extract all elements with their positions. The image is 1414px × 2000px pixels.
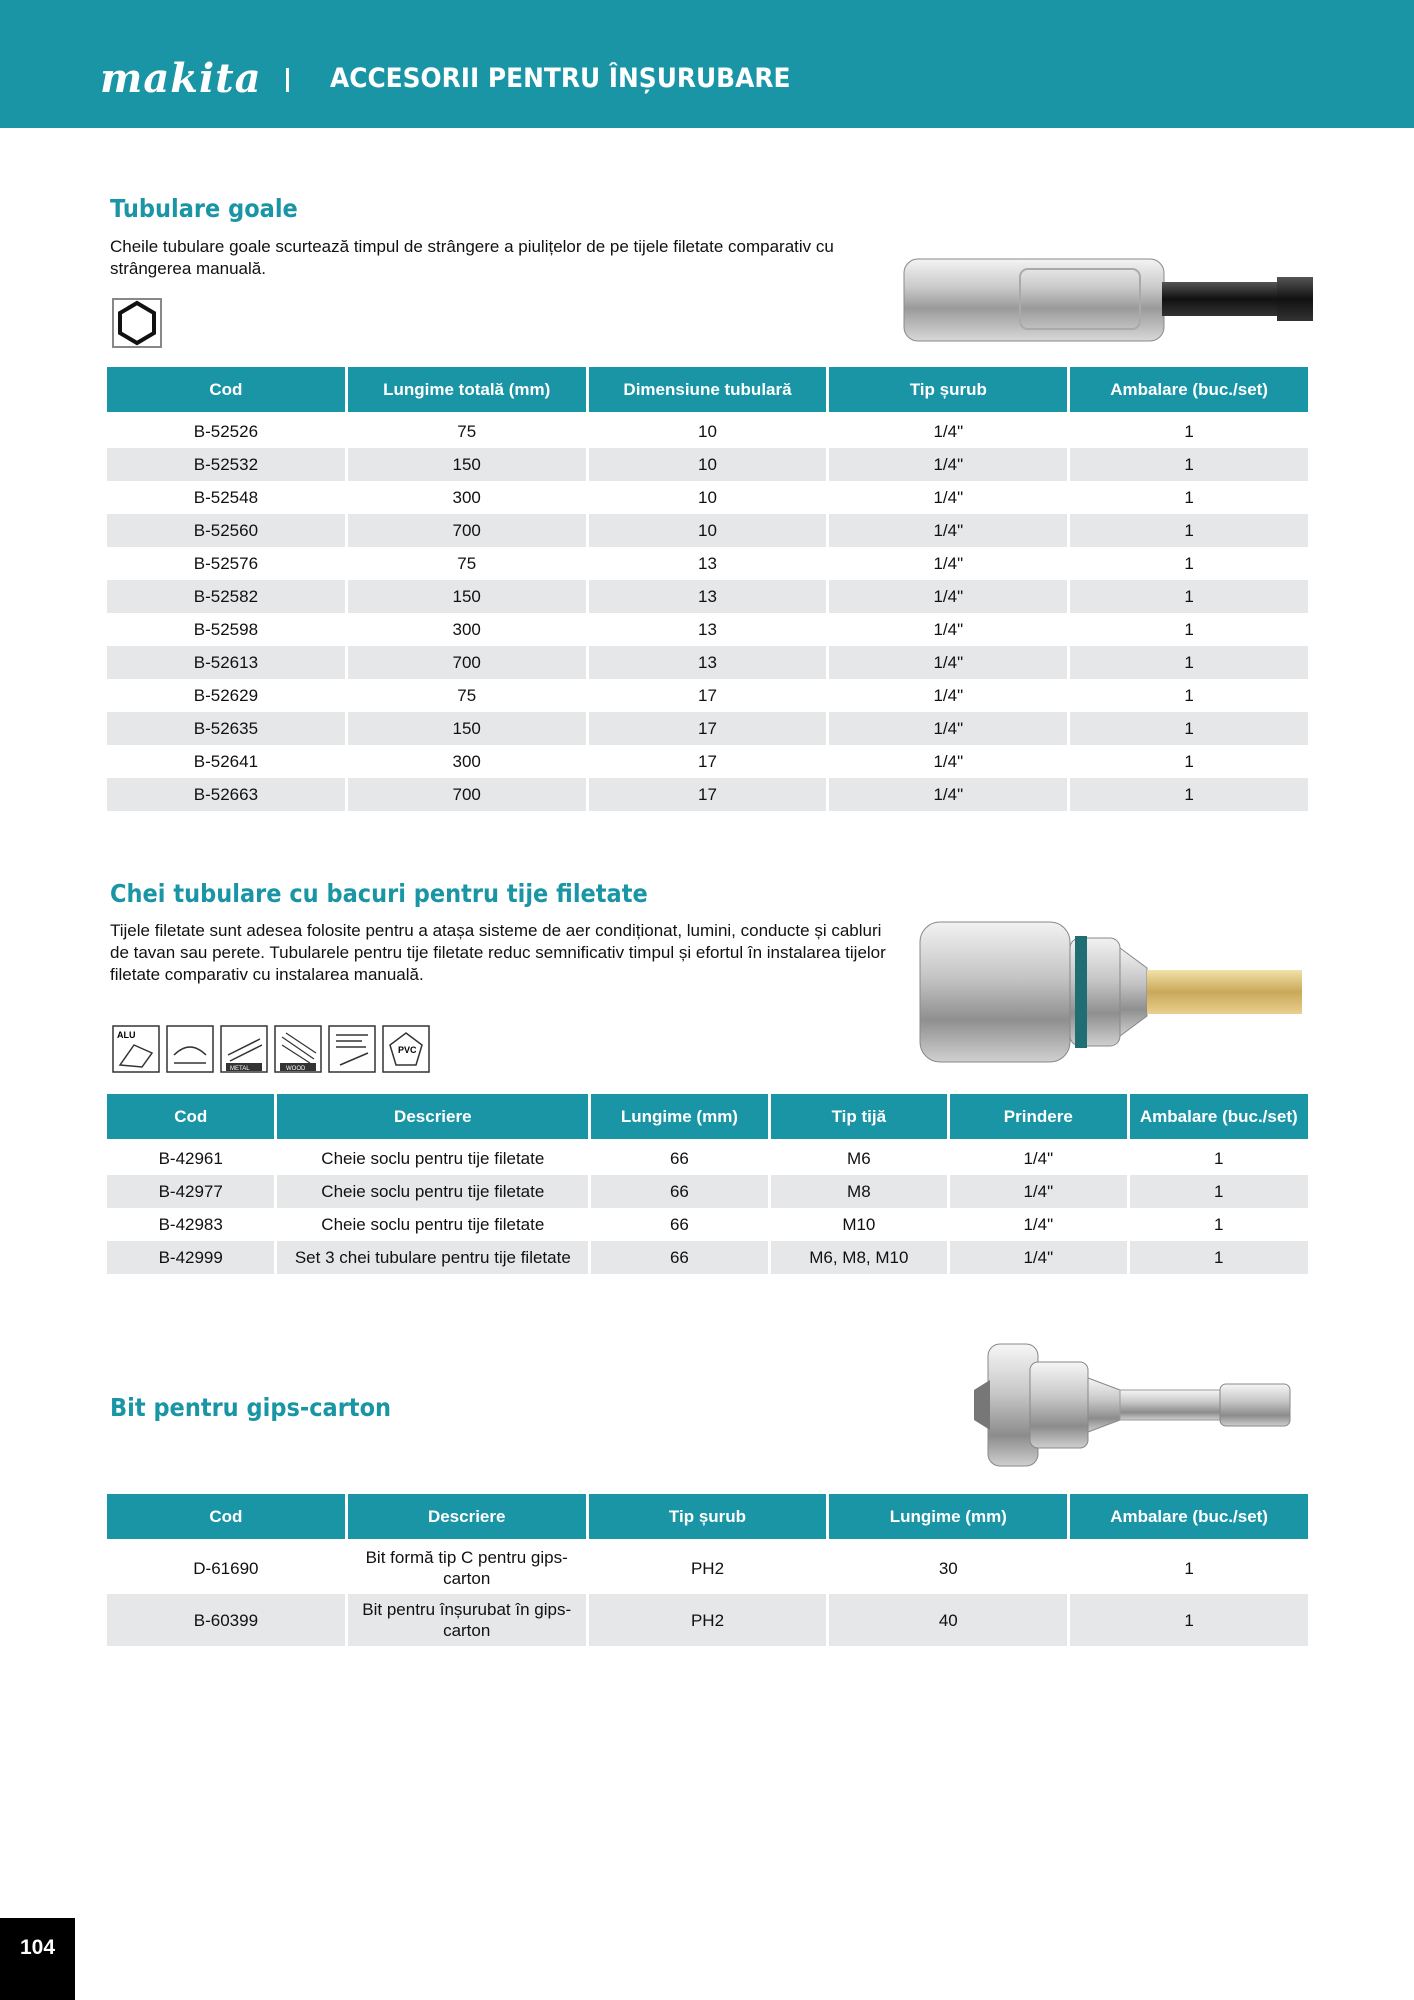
alu-material-icon xyxy=(113,1026,159,1072)
table-cell: 13 xyxy=(698,553,717,573)
table-cell: 66 xyxy=(591,1175,767,1208)
table-bit-gips-carton xyxy=(104,1494,1311,1646)
table-cell: B-52641 xyxy=(193,751,259,771)
metals-material-icon xyxy=(167,1026,213,1072)
table-cell: 1 xyxy=(1214,1214,1224,1234)
threaded-rod-socket-product-image xyxy=(915,918,1315,1068)
table-cell: B-52560 xyxy=(107,514,345,547)
table-row xyxy=(107,580,1308,613)
section-description-tubulare-goale: Cheile tubulare goale scurtează timpul de strângere a piulițelor de pe tijele filetate comparativ cu strângerea manuală. xyxy=(110,237,834,278)
table-cell: 10 xyxy=(589,448,827,481)
material-icons-row xyxy=(112,1025,432,1078)
table-row xyxy=(107,1175,1308,1208)
table-cell: 1/4" xyxy=(1023,1148,1054,1168)
table-cell: 75 xyxy=(457,553,477,573)
table-cell: 1 xyxy=(1184,553,1194,573)
table-row xyxy=(107,1542,1308,1594)
table-cell: 13 xyxy=(589,646,827,679)
column-header: Cod xyxy=(107,1094,274,1142)
table-cell: PH2 xyxy=(589,1594,827,1646)
table-cell: 1/4" xyxy=(829,514,1067,547)
table-cell: 1 xyxy=(1070,514,1308,547)
page-number: 104 xyxy=(0,1918,75,2000)
column-header: Descriere xyxy=(277,1094,588,1142)
column-header: Cod xyxy=(107,367,345,415)
table-cell: 1/4" xyxy=(950,1241,1126,1274)
column-header: Prindere xyxy=(950,1094,1126,1142)
table-cell: 40 xyxy=(829,1594,1067,1646)
table-cell: 75 xyxy=(457,685,477,705)
table-cell: 300 xyxy=(452,619,481,639)
column-header: Ambalare (buc./set) xyxy=(1130,1094,1308,1142)
column-header: Tip tijă xyxy=(771,1094,947,1142)
column-header: Tip șurub xyxy=(829,367,1067,415)
table-cell: B-42977 xyxy=(107,1175,274,1208)
table-row xyxy=(107,415,1308,448)
table-cell: 1 xyxy=(1070,778,1308,811)
metal-material-icon xyxy=(221,1026,267,1072)
table-cell: 66 xyxy=(591,1241,767,1274)
table-row xyxy=(107,448,1308,481)
section-title-bit-gips-carton: Bit pentru gips-carton xyxy=(110,1393,392,1422)
table-cell: B-52582 xyxy=(107,580,345,613)
table-row xyxy=(107,745,1308,778)
table-cell: 1 xyxy=(1070,646,1308,679)
table-cell: 1 xyxy=(1184,751,1194,771)
hollow-socket-product-image xyxy=(900,255,1315,345)
section-title-chei-tubulare: Chei tubulare cu bacuri pentru tije filetate xyxy=(110,879,648,908)
table-cell: 1/4" xyxy=(933,685,964,705)
table-cell: 1/4" xyxy=(1023,1214,1054,1234)
table-cell: B-52663 xyxy=(107,778,345,811)
table-row xyxy=(107,1594,1308,1646)
table-cell: M10 xyxy=(842,1214,876,1234)
table-cell: 1 xyxy=(1184,1558,1194,1578)
table-cell: B-42961 xyxy=(158,1148,223,1168)
header-title: ACCESORII PENTRU ÎNȘURUBARE xyxy=(330,63,791,94)
table-cell: 1/4" xyxy=(829,778,1067,811)
table-cell: 1 xyxy=(1184,421,1194,441)
column-header: Lungime totală (mm) xyxy=(348,367,586,415)
column-header: Descriere xyxy=(348,1494,586,1542)
table-row xyxy=(107,1241,1308,1274)
column-header: Lungime (mm) xyxy=(591,1094,767,1142)
table-header-row xyxy=(107,1494,1308,1542)
table-cell: B-52635 xyxy=(107,712,345,745)
table-cell: 13 xyxy=(589,580,827,613)
table-cell: 1 xyxy=(1130,1241,1308,1274)
table-cell: 1/4" xyxy=(829,580,1067,613)
table-cell: M6, M8, M10 xyxy=(771,1241,947,1274)
column-header: Tip șurub xyxy=(589,1494,827,1542)
column-header: Lungime (mm) xyxy=(829,1494,1067,1542)
hex-socket-icon xyxy=(112,298,162,348)
table-cell: 1/4" xyxy=(933,421,964,441)
table-cell: 1/4" xyxy=(950,1175,1126,1208)
table-cell: 10 xyxy=(589,514,827,547)
table-cell: 66 xyxy=(669,1214,689,1234)
svg-text:WOOD: WOOD xyxy=(286,1066,306,1072)
svg-text:PVC: PVC xyxy=(398,1045,417,1055)
table-row xyxy=(107,481,1308,514)
svg-text:METAL: METAL xyxy=(230,1066,250,1072)
table-cell: 1 xyxy=(1214,1148,1224,1168)
table-cell: Set 3 chei tubulare pentru tije filetate xyxy=(277,1241,588,1274)
table-row xyxy=(107,1208,1308,1241)
table-cell: 1/4" xyxy=(829,646,1067,679)
column-header: Dimensiune tubulară xyxy=(589,367,827,415)
page-header xyxy=(0,0,1414,128)
table-cell: 1 xyxy=(1070,580,1308,613)
table-cell: 1 xyxy=(1070,712,1308,745)
table-cell: 1 xyxy=(1070,1594,1308,1646)
table-cell: 17 xyxy=(698,685,717,705)
table-cell: 300 xyxy=(452,487,481,507)
table-cell: 66 xyxy=(669,1148,689,1168)
table-cell: B-60399 xyxy=(107,1594,345,1646)
table-cell: Bit pentru înșurubat în gips-carton xyxy=(348,1594,586,1646)
table-cell: 150 xyxy=(348,448,586,481)
table-cell: 1 xyxy=(1184,619,1194,639)
table-cell: B-42983 xyxy=(158,1214,223,1234)
table-chei-tubulare xyxy=(104,1094,1311,1274)
table-cell: 1/4" xyxy=(933,553,964,573)
table-cell: M8 xyxy=(771,1175,947,1208)
table-cell: 75 xyxy=(457,421,477,441)
table-cell: 17 xyxy=(589,712,827,745)
table-header-row xyxy=(107,367,1308,415)
table-cell: D-61690 xyxy=(193,1558,259,1578)
table-cell: M6 xyxy=(847,1148,871,1168)
table-cell: B-52548 xyxy=(193,487,259,507)
header-separator xyxy=(286,68,289,92)
table-cell: 10 xyxy=(698,421,717,441)
column-header: Cod xyxy=(107,1494,345,1542)
table-cell: 150 xyxy=(348,580,586,613)
table-row xyxy=(107,613,1308,646)
table-cell: Cheie soclu pentru tije filetate xyxy=(277,1175,588,1208)
table-cell: 1 xyxy=(1184,685,1194,705)
table-cell: 13 xyxy=(698,619,717,639)
table-cell: B-52598 xyxy=(193,619,259,639)
table-cell: 1/4" xyxy=(829,448,1067,481)
table-tubulare-goale xyxy=(104,367,1311,811)
table-cell: 17 xyxy=(589,778,827,811)
table-cell: B-52613 xyxy=(107,646,345,679)
table-cell: 700 xyxy=(348,778,586,811)
table-cell: 10 xyxy=(698,487,717,507)
table-cell: 1/4" xyxy=(933,751,964,771)
table-cell: 30 xyxy=(938,1558,958,1578)
table-cell: Cheie soclu pentru tije filetate xyxy=(321,1148,545,1168)
svg-text:ALU: ALU xyxy=(117,1030,136,1040)
table-cell: 700 xyxy=(348,514,586,547)
table-cell: 1/4" xyxy=(933,619,964,639)
table-row xyxy=(107,514,1308,547)
table-row xyxy=(107,1142,1308,1175)
table-cell: 700 xyxy=(348,646,586,679)
drywall-bit-product-image xyxy=(970,1340,1305,1470)
table-cell: 1 xyxy=(1184,487,1194,507)
table-row xyxy=(107,547,1308,580)
table-header-row xyxy=(107,1094,1308,1142)
table-cell: B-52532 xyxy=(107,448,345,481)
table-cell: Cheie soclu pentru tije filetate xyxy=(321,1214,545,1234)
stainless-material-icon xyxy=(329,1026,375,1072)
table-cell: Bit formă tip C pentru gips-carton xyxy=(365,1548,568,1588)
section-title-tubulare-goale: Tubulare goale xyxy=(110,194,298,223)
table-cell: 1 xyxy=(1130,1175,1308,1208)
table-cell: 150 xyxy=(348,712,586,745)
pvc-material-icon xyxy=(383,1026,429,1072)
table-cell: B-52576 xyxy=(193,553,259,573)
table-row xyxy=(107,778,1308,811)
table-cell: PH2 xyxy=(690,1558,725,1578)
table-cell: B-52526 xyxy=(193,421,259,441)
wood-material-icon xyxy=(275,1026,321,1072)
table-cell: 17 xyxy=(698,751,717,771)
table-cell: B-42999 xyxy=(107,1241,274,1274)
makita-logo: makita xyxy=(100,55,262,102)
table-row xyxy=(107,679,1308,712)
table-row xyxy=(107,712,1308,745)
section-description-chei-tubulare: Tijele filetate sunt adesea folosite pentru a atașa sisteme de aer condiționat, lumini, conducte și cabluri de tavan sau perete. Tubularele pentru tije filetate reduc semnificativ timpul și efortul în instalarea tijelor filetate comparativ cu instalarea manuală. xyxy=(110,921,886,984)
table-row xyxy=(107,646,1308,679)
table-cell: 1/4" xyxy=(829,712,1067,745)
table-cell: 300 xyxy=(452,751,481,771)
table-cell: 1/4" xyxy=(933,487,964,507)
table-cell: B-52629 xyxy=(193,685,259,705)
table-cell: 1 xyxy=(1070,448,1308,481)
column-header: Ambalare (buc./set) xyxy=(1070,367,1308,415)
column-header: Ambalare (buc./set) xyxy=(1070,1494,1308,1542)
